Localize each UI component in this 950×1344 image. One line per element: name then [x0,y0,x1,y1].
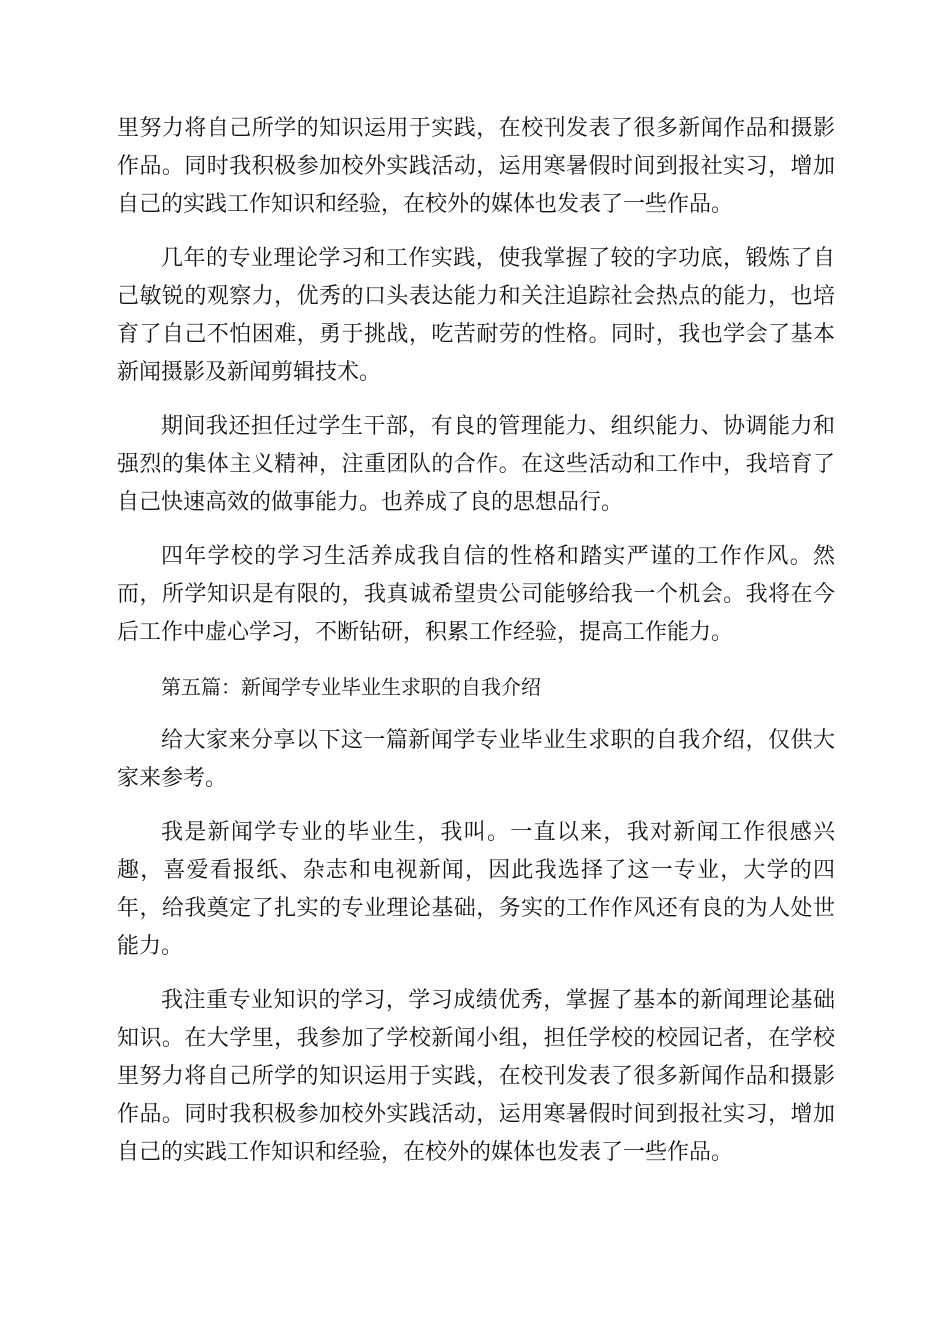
paragraph-1: 里努力将自己所学的知识运用于实践，在校刊发表了很多新闻作品和摄影作品。同时我积极参加校外实践活动，运用寒暑假时间到报社实习，增加自己的实践工作知识和经验，在校外的媒体也发表了一些作品。 [117,116,835,217]
section-heading: 第五篇：新闻学专业毕业生求职的自我介绍 [161,675,541,699]
paragraph-4: 四年学校的学习生活养成我自信的性格和踏实严谨的工作作风。然而，所学知识是有限的，我真诚希望贵公司能够给我一个机会。我将在今后工作中虚心学习，不断钻研，积累工作经验，提高工作能力。 [117,544,835,645]
paragraph-8: 我注重专业知识的学习，学习成绩优秀，掌握了基本的新闻理论基础知识。在大学里，我参加了学校新闻小组，担任学校的校园记者，在学校里努力将自己所学的知识运用于实践，在校刊发表了很多新闻作品和摄影作品。同时我积极参加校外实践活动，运用寒暑假时间到报社实习，增加自己的实践工作知识和经验，在校外的媒体也发表了一些作品。 [117,988,835,1165]
document-body [117,110,835,1188]
paragraph-2: 几年的专业理论学习和工作实践，使我掌握了较的字功底，锻炼了自己敏锐的观察力，优秀的口头表达能力和关注追踪社会热点的能力，也培育了自己不怕困难，勇于挑战，吃苦耐劳的性格。同时，我也学会了基本新闻摄影及新闻剪辑技术。 [117,246,835,385]
paragraph-7: 我是新闻学专业的毕业生，我叫。一直以来，我对新闻工作很感兴趣，喜爱看报纸、杂志和电视新闻，因此我选择了这一专业，大学的四年，给我奠定了扎实的专业理论基础，务实的工作作风还有良的为人处世能力。 [117,820,835,959]
paragraph-6: 给大家来分享以下这一篇新闻学专业毕业生求职的自我介绍，仅供大家来参考。 [117,728,835,791]
paragraph-3: 期间我还担任过学生干部，有良的管理能力、组织能力、协调能力和强烈的集体主义精神，注重团队的合作。在这些活动和工作中，我培育了自己快速高效的做事能力。也养成了良的思想品行。 [117,414,835,515]
